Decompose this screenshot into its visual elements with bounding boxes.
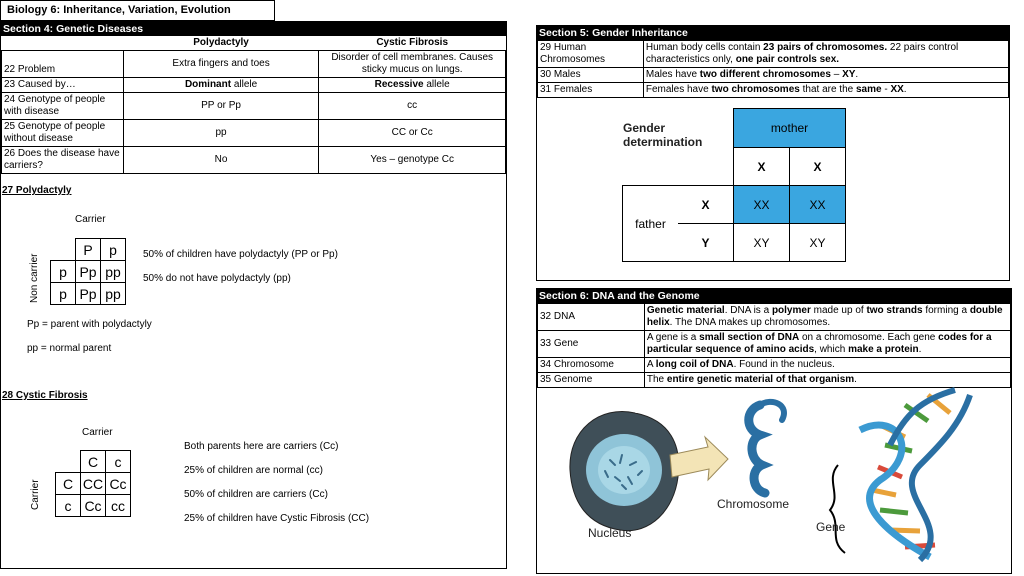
text: that are the [799, 84, 856, 95]
offspring-cell: XX [790, 186, 846, 224]
row-label: 32 DNA [538, 304, 645, 331]
row-label: 24 Genotype of people with disease [2, 93, 124, 120]
table-row [2, 120, 506, 147]
bold-text: make a protein [848, 344, 919, 355]
punnett-cell: Pp [76, 283, 101, 305]
text: - [881, 84, 891, 95]
mother-allele: X [790, 148, 846, 186]
gender-punnett [622, 108, 846, 262]
dna-illustration [560, 385, 1005, 565]
text: A [646, 359, 656, 370]
chromosome-label: Chromosome [717, 497, 790, 511]
offspring-cell: XY [790, 224, 846, 262]
text: . [903, 84, 907, 95]
cell-polydactyly: Extra fingers and toes [123, 51, 319, 78]
polydactyly-top-label: Carrier [75, 214, 106, 225]
polydactyly-note: 50% of children have polydactyly (PP or Pp) [143, 249, 338, 260]
arrow-icon [670, 437, 728, 480]
table-row [538, 83, 1009, 98]
punnett-header: c [106, 451, 131, 473]
bold-text: two strands [866, 305, 923, 316]
bold-text: polymer [771, 305, 811, 316]
punnett-header: C [56, 473, 81, 495]
recessive-text: Recessive [374, 79, 424, 90]
punnett-cell: Cc [81, 495, 106, 517]
cell-polydactyly: pp [123, 120, 319, 147]
polydactyly-heading: 27 Polydactyly [2, 185, 72, 196]
bold-text: small section of DNA [699, 332, 800, 343]
row-value [644, 331, 1010, 358]
bold-text: same [855, 84, 882, 95]
cell-polydactyly: No [123, 147, 319, 174]
text: . DNA is a [724, 305, 772, 316]
mother-allele: X [734, 148, 790, 186]
page-title: Biology 6: Inheritance, Variation, Evolution [0, 0, 275, 21]
nucleus-label: Nucleus [588, 526, 632, 540]
gene-label: Gene [816, 520, 846, 534]
bold-text: 23 pairs of chromosomes. [763, 42, 888, 53]
row-label: 25 Genotype of people without disease [2, 120, 124, 147]
cell-cystic-fibrosis [319, 78, 506, 93]
column-cystic-fibrosis: Cystic Fibrosis [376, 37, 449, 48]
table-header-row [2, 36, 506, 51]
section-5-header: Section 5: Gender Inheritance [537, 26, 1009, 40]
punnett-cell: pp [101, 261, 126, 283]
row-label: 33 Gene [538, 331, 645, 358]
table-row [538, 41, 1009, 68]
row-value [644, 304, 1010, 331]
bold-text: XY [842, 69, 856, 80]
table-row [538, 68, 1009, 83]
section-6-header: Section 6: DNA and the Genome [537, 289, 1011, 303]
bold-text: entire genetic material of that organism [666, 374, 855, 385]
row-value [644, 358, 1010, 373]
cf-top-label: Carrier [82, 427, 113, 438]
bold-text: two different chromosomes [699, 69, 831, 80]
table-row [2, 78, 506, 93]
cell-polydactyly [123, 78, 319, 93]
genetic-diseases-table [1, 36, 506, 174]
punnett-header: C [81, 451, 106, 473]
punnett-header: p [51, 261, 76, 283]
row-label: 22 Problem [2, 51, 124, 78]
text: Females have [645, 84, 712, 95]
row-label: 29 Human Chromosomes [538, 41, 644, 68]
father-allele: X [678, 186, 734, 224]
text: A gene is a [646, 332, 700, 343]
cf-note: Both parents here are carriers (Cc) [184, 441, 339, 452]
cystic-fibrosis-heading: 28 Cystic Fibrosis [2, 390, 88, 401]
cf-note: 25% of children are normal (cc) [184, 465, 323, 476]
punnett-cell: cc [106, 495, 131, 517]
father-allele: Y [678, 224, 734, 262]
chromosome-icon [749, 402, 784, 493]
table-row [538, 304, 1011, 331]
allele-text: allele [423, 79, 450, 90]
text: 22 pairs control characteristics only, [645, 42, 959, 65]
text: . Found in the nucleus. [733, 359, 835, 370]
row-label: 23 Caused by… [2, 78, 124, 93]
polydactyly-note: 50% do not have polydactyly (pp) [143, 273, 291, 284]
text: The [646, 374, 667, 385]
text: Human body cells contain [645, 42, 764, 53]
punnett-cell: Pp [76, 261, 101, 283]
row-label: 26 Does the disease have carriers? [2, 147, 124, 174]
column-polydactyly: Polydactyly [193, 37, 249, 48]
row-label: 35 Genome [538, 373, 645, 388]
cell-cystic-fibrosis: Yes – genotype Cc [319, 147, 506, 174]
row-value [643, 83, 1008, 98]
bold-text: long coil of DNA [655, 359, 734, 370]
gender-determination-title: Gender determination [623, 121, 703, 149]
row-value [643, 41, 1008, 68]
cell-cystic-fibrosis: cc [319, 93, 506, 120]
bold-text: XX [890, 84, 904, 95]
text: forming a [922, 305, 970, 316]
cell-polydactyly: PP or Pp [123, 93, 319, 120]
bold-text: one pair controls sex. [735, 54, 840, 65]
text: . [918, 344, 922, 355]
punnett-cell: pp [101, 283, 126, 305]
cell-cystic-fibrosis: Disorder of cell membranes. Causes sticky mucus on lungs. [319, 51, 506, 78]
table-row [2, 147, 506, 174]
text: . The DNA makes up chromosomes. [669, 317, 831, 328]
punnett-cell: Cc [106, 473, 131, 495]
table-row [2, 93, 506, 120]
cf-note: 50% of children are carriers (Cc) [184, 489, 328, 500]
table-row [2, 51, 506, 78]
punnett-header: p [101, 239, 126, 261]
text: . [854, 374, 857, 385]
dna-table [537, 303, 1011, 388]
text: on a chromosome. Each gene [799, 332, 939, 343]
father-label: father [623, 186, 679, 262]
text: – [830, 69, 843, 80]
text: Males have [645, 69, 700, 80]
offspring-cell: XY [734, 224, 790, 262]
text: made up of [810, 305, 867, 316]
table-row [538, 358, 1011, 373]
text: , which [814, 344, 849, 355]
row-label: 31 Females [538, 83, 644, 98]
section-4-header: Section 4: Genetic Diseases [1, 22, 506, 36]
mother-label: mother [734, 109, 846, 148]
row-label: 30 Males [538, 68, 644, 83]
offspring-cell: XX [734, 186, 790, 224]
table-row [538, 331, 1011, 358]
row-label: 34 Chromosome [538, 358, 645, 373]
row-value [643, 68, 1008, 83]
cf-side-label: Carrier [30, 479, 41, 510]
punnett-header: p [51, 283, 76, 305]
bold-text: two chromosomes [711, 84, 800, 95]
cell-cystic-fibrosis: CC or Cc [319, 120, 506, 147]
polydactyly-key: pp = normal parent [27, 343, 112, 354]
polydactyly-side-label: Non carrier [29, 253, 40, 303]
bold-text: Genetic material [646, 305, 725, 316]
cf-note: 25% of children have Cystic Fibrosis (CC) [184, 513, 370, 524]
punnett-cell: CC [81, 473, 106, 495]
text: . [855, 69, 859, 80]
gender-table [537, 40, 1009, 98]
gene-bracket [830, 465, 845, 553]
bold-text: double helix [646, 305, 1003, 328]
cf-punnett-square [55, 450, 131, 517]
allele-text: allele [231, 79, 258, 90]
polydactyly-punnett-square [50, 238, 126, 305]
punnett-header: P [76, 239, 101, 261]
polydactyly-key: Pp = parent with polydactyly [27, 319, 152, 330]
dominant-text: Dominant [184, 79, 232, 90]
punnett-header: c [56, 495, 81, 517]
nucleus-icon [570, 412, 679, 531]
double-helix-icon [860, 390, 970, 560]
bold-text: codes for a particular sequence of amino acids [646, 332, 992, 355]
